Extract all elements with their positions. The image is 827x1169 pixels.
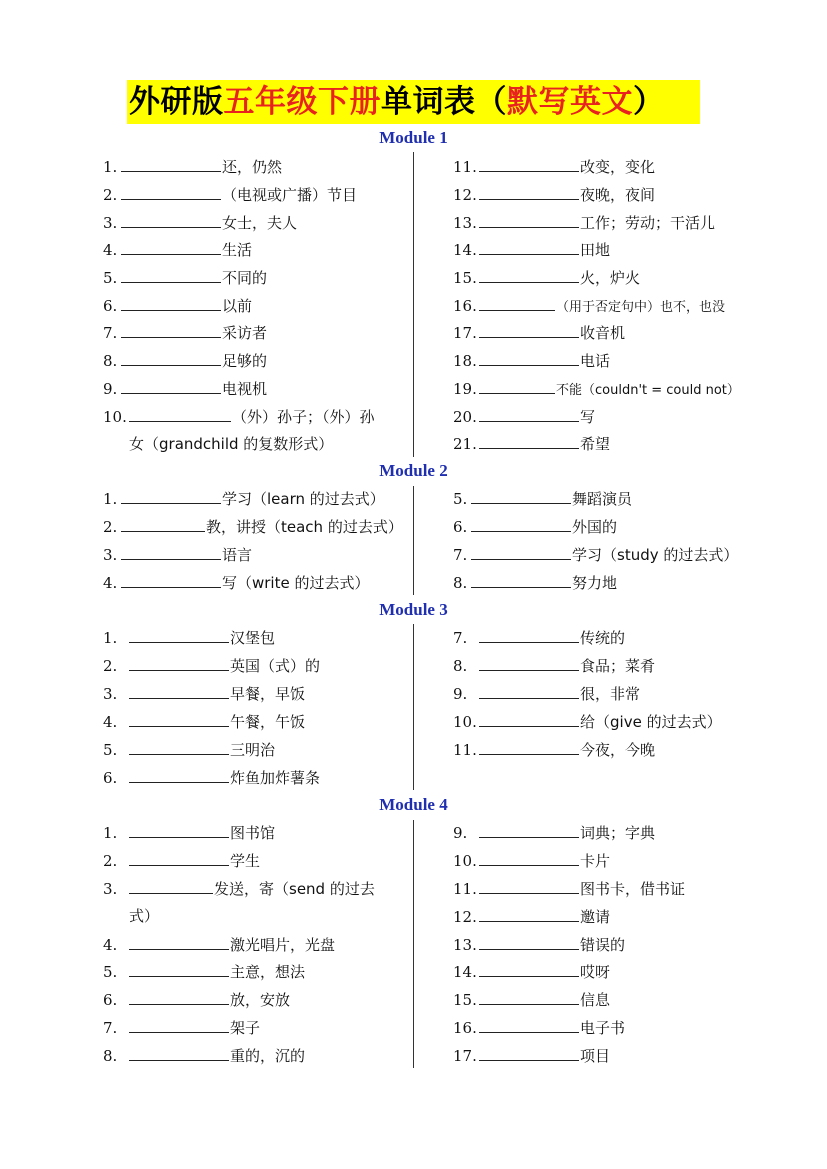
module-1-item-1: 1. 还，仍然: [103, 158, 283, 176]
module-1-item-5: 5. 不同的: [103, 269, 268, 287]
module-4-item-12: 12. 邀请: [453, 908, 611, 926]
answer-blank[interactable]: [121, 185, 221, 200]
answer-blank[interactable]: [129, 768, 229, 783]
answer-blank[interactable]: [479, 296, 555, 311]
answer-blank[interactable]: [121, 573, 221, 588]
module-3-item-11: 11. 今夜，今晚: [453, 741, 656, 759]
answer-blank[interactable]: [479, 851, 579, 866]
module-3-item-5: 5. 三明治: [103, 741, 276, 759]
answer-blank[interactable]: [479, 823, 579, 838]
module-1-item-4: 4. 生活: [103, 241, 253, 259]
answer-blank[interactable]: [121, 545, 221, 560]
module-1-item-14: 14. 田地: [453, 241, 611, 259]
module-2-item-5: 5. 舞蹈演员: [453, 490, 633, 508]
title-part-5: ）: [633, 84, 665, 120]
module-4-item-6: 6. 放，安放: [103, 991, 291, 1009]
answer-blank[interactable]: [479, 240, 579, 255]
module-1-item-15: 15. 火，炉火: [453, 269, 641, 287]
module-1-item-10: 10. （外）孙子；（外）孙: [103, 408, 375, 426]
answer-blank[interactable]: [479, 323, 579, 338]
module-2-heading: Module 2: [379, 461, 448, 480]
answer-blank[interactable]: [479, 379, 555, 394]
title-part-2: 五年级下册: [223, 84, 381, 120]
answer-blank[interactable]: [121, 517, 205, 532]
answer-blank[interactable]: [479, 628, 579, 643]
module-4-item-2: 2. 学生: [103, 852, 261, 870]
module-4-item-11: 11. 图书卡，借书证: [453, 880, 686, 898]
answer-blank[interactable]: [129, 407, 231, 422]
answer-blank[interactable]: [129, 628, 229, 643]
answer-blank[interactable]: [121, 240, 221, 255]
module-1-item-18: 18. 电话: [453, 352, 611, 370]
module-4-item-3-continuation: 式）: [129, 907, 160, 925]
module-4-item-17: 17. 项目: [453, 1047, 611, 1065]
module-1-item-7: 7. 采访者: [103, 324, 268, 342]
answer-blank[interactable]: [121, 351, 221, 366]
module-1-item-9: 9. 电视机: [103, 380, 268, 398]
answer-blank[interactable]: [121, 379, 221, 394]
module-1-item-12: 12. 夜晚，夜间: [453, 186, 656, 204]
page-title: [127, 80, 700, 124]
module-1-item-13: 13. 工作；劳动；干活儿: [453, 214, 716, 232]
module-3-item-6: 6. 炸鱼加炸薯条: [103, 769, 321, 787]
module-3-item-7: 7. 传统的: [453, 629, 626, 647]
module-1-item-19: 19. 不能（couldn't = could not）: [453, 380, 740, 398]
answer-blank[interactable]: [479, 351, 579, 366]
answer-blank[interactable]: [129, 851, 229, 866]
module-2-item-6: 6. 外国的: [453, 518, 618, 536]
answer-blank[interactable]: [121, 213, 221, 228]
module-2-item-8: 8. 努力地: [453, 574, 618, 592]
answer-blank[interactable]: [479, 185, 579, 200]
answer-blank[interactable]: [479, 268, 579, 283]
title-part-4: 默写英文: [507, 84, 633, 120]
module-2-item-1: 1. 学习（learn 的过去式）: [103, 490, 385, 508]
title-part-1: 外研版: [129, 84, 224, 120]
module-4-item-13: 13. 错误的: [453, 936, 626, 954]
answer-blank[interactable]: [479, 656, 579, 671]
module-2-divider: [413, 486, 414, 595]
answer-blank[interactable]: [479, 684, 579, 699]
module-4-item-10: 10. 卡片: [453, 852, 611, 870]
answer-blank[interactable]: [479, 157, 579, 172]
answer-blank[interactable]: [129, 656, 229, 671]
answer-blank[interactable]: [471, 517, 571, 532]
answer-blank[interactable]: [479, 1046, 579, 1061]
title-part-3: 单词表（: [381, 84, 507, 120]
module-3-item-9: 9. 很，非常: [453, 685, 641, 703]
answer-blank[interactable]: [479, 213, 579, 228]
answer-blank[interactable]: [129, 823, 229, 838]
module-1-item-3: 3. 女士，夫人: [103, 214, 298, 232]
answer-blank[interactable]: [479, 712, 579, 727]
module-3-item-1: 1. 汉堡包: [103, 629, 276, 647]
module-1-item-21: 21. 希望: [453, 435, 611, 453]
answer-blank[interactable]: [129, 962, 229, 977]
answer-blank[interactable]: [471, 573, 571, 588]
module-3-heading: Module 3: [379, 600, 448, 619]
module-2-item-3: 3. 语言: [103, 546, 253, 564]
module-4-item-16: 16. 电子书: [453, 1019, 626, 1037]
module-1-item-8: 8. 足够的: [103, 352, 268, 370]
module-4-item-14: 14. 哎呀: [453, 963, 611, 981]
module-1-item-16: 16. （用于否定句中）也不，也没: [453, 297, 726, 315]
module-1-item-20: 20. 写: [453, 408, 596, 426]
answer-blank[interactable]: [479, 907, 579, 922]
module-1-item-11: 11. 改变，变化: [453, 158, 656, 176]
module-2-item-4: 4. 写（write 的过去式）: [103, 574, 370, 592]
answer-blank[interactable]: [479, 962, 579, 977]
module-4-item-5: 5. 主意，想法: [103, 963, 306, 981]
answer-blank[interactable]: [129, 1018, 229, 1033]
answer-blank[interactable]: [129, 1046, 229, 1061]
module-2-item-7: 7. 学习（study 的过去式）: [453, 546, 739, 564]
module-4-item-9: 9. 词典；字典: [453, 824, 656, 842]
answer-blank[interactable]: [479, 1018, 579, 1033]
module-1-heading: Module 1: [379, 128, 448, 147]
module-3-item-8: 8. 食品；菜肴: [453, 657, 656, 675]
module-3-item-10: 10. 给（give 的过去式）: [453, 713, 722, 731]
answer-blank[interactable]: [129, 740, 229, 755]
module-2-item-2: 2. 教，讲授（teach 的过去式）: [103, 518, 403, 536]
answer-blank[interactable]: [129, 990, 229, 1005]
answer-blank[interactable]: [479, 407, 579, 422]
module-4-divider: [413, 820, 414, 1068]
answer-blank[interactable]: [471, 545, 571, 560]
module-4-item-4: 4. 激光唱片，光盘: [103, 936, 336, 954]
answer-blank[interactable]: [479, 879, 579, 894]
module-3-item-2: 2. 英国（式）的: [103, 657, 321, 675]
answer-blank[interactable]: [121, 157, 221, 172]
module-1-item-10-continuation: 女（grandchild 的复数形式）: [129, 435, 334, 453]
answer-blank[interactable]: [479, 935, 579, 950]
answer-blank[interactable]: [479, 434, 579, 449]
module-4-heading: Module 4: [379, 795, 448, 814]
module-3-item-4: 4. 午餐，午饭: [103, 713, 306, 731]
module-4-item-3: 3. 发送，寄（send 的过去: [103, 880, 375, 898]
answer-blank[interactable]: [129, 879, 213, 894]
module-3-divider: [413, 624, 414, 790]
answer-blank[interactable]: [129, 684, 229, 699]
answer-blank[interactable]: [471, 489, 571, 504]
module-1-item-17: 17. 收音机: [453, 324, 626, 342]
module-1-item-6: 6. 以前: [103, 297, 253, 315]
module-4-item-7: 7. 架子: [103, 1019, 261, 1037]
module-1-divider: [413, 152, 414, 457]
module-3-item-3: 3. 早餐，早饭: [103, 685, 306, 703]
answer-blank[interactable]: [479, 990, 579, 1005]
answer-blank[interactable]: [129, 935, 229, 950]
answer-blank[interactable]: [121, 323, 221, 338]
answer-blank[interactable]: [479, 740, 579, 755]
module-4-item-8: 8. 重的，沉的: [103, 1047, 306, 1065]
answer-blank[interactable]: [129, 712, 229, 727]
answer-blank[interactable]: [121, 268, 221, 283]
module-4-item-1: 1. 图书馆: [103, 824, 276, 842]
module-1-item-2: 2. （电视或广播）节目: [103, 186, 358, 204]
answer-blank[interactable]: [121, 296, 221, 311]
module-4-item-15: 15. 信息: [453, 991, 611, 1009]
answer-blank[interactable]: [121, 489, 221, 504]
